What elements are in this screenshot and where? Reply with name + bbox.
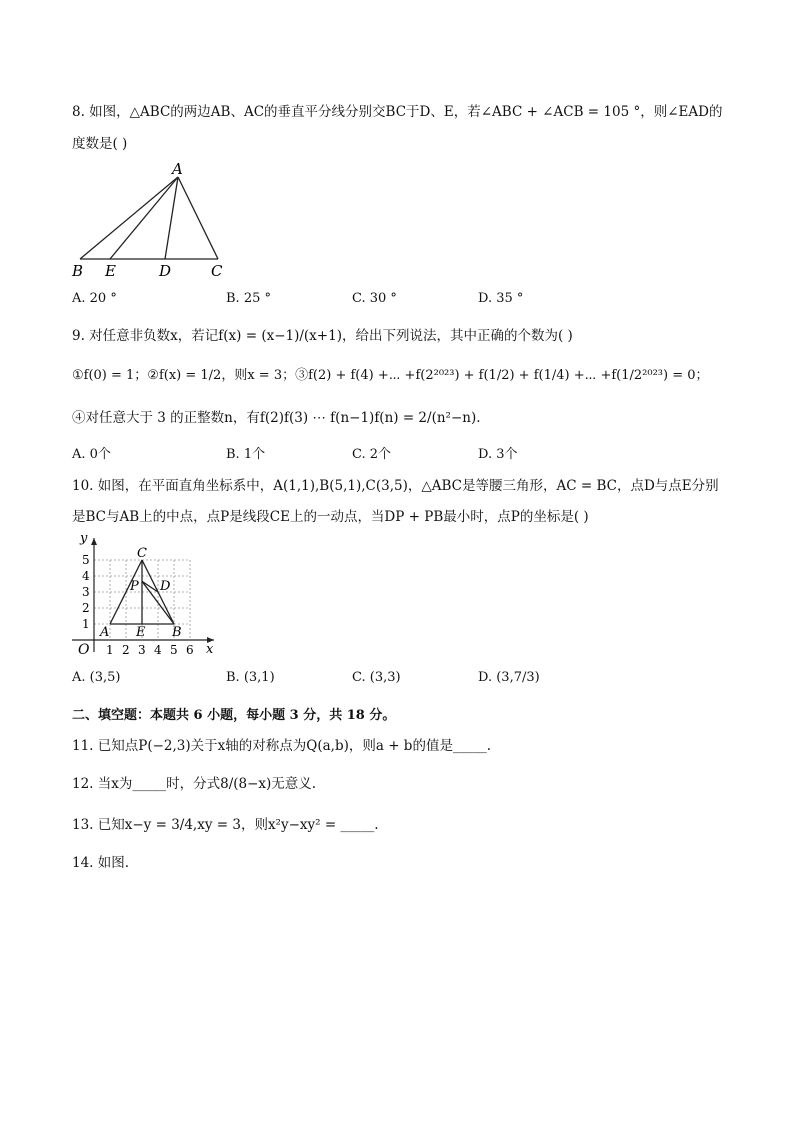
- q8-line1: 8. 如图，△ABC的两边AB、AC的垂直平分线分别交BC于D、E，若∠ABC + ∠ACB = 105 °，则∠EAD的: [72, 104, 723, 120]
- q8-line2: 度数是( ): [72, 136, 128, 152]
- q8-option-a: A. 20 °: [72, 291, 117, 306]
- q10-x-tick: 6: [186, 643, 194, 657]
- q9-option-a: A. 0个: [72, 447, 111, 462]
- q10-point-E: E: [136, 625, 146, 640]
- q10-y-tick: 4: [82, 569, 90, 583]
- q8-option-b: B. 25 °: [226, 291, 271, 306]
- q10-x-tick: 4: [154, 643, 162, 657]
- section-2-heading: 二、填空题：本题共 6 小题，每小题 3 分，共 18 分。: [72, 708, 396, 723]
- q8-label-E: E: [105, 262, 116, 280]
- q9-option-b: B. 1个: [226, 447, 266, 462]
- q9-line1: 9. 对任意非负数x，若记f(x) = (x−1)/(x+1)，给出下列说法，其中正确的个数为( ): [72, 328, 573, 344]
- q10-line2: 是BC与AB上的中点，点P是线段CE上的一动点，当DP + PB最小时，点P的坐标是( ): [72, 509, 589, 525]
- q10-origin-label: O: [78, 642, 90, 658]
- q8-option-c: C. 30 °: [352, 291, 397, 306]
- q10-point-D: D: [160, 579, 171, 594]
- q10-x-tick: 2: [122, 643, 130, 657]
- q10-line1: 10. 如图，在平面直角坐标系中，A(1,1),B(5,1),C(3,5)，△ABC是等腰三角形，AC = BC，点D与点E分别: [72, 478, 719, 494]
- q10-point-B: B: [172, 625, 182, 640]
- q8-label-D: D: [159, 262, 172, 280]
- q10-option-d: D. (3,7/3): [478, 670, 540, 685]
- q10-point-P: P: [130, 579, 139, 594]
- q10-y-tick: 2: [82, 601, 90, 615]
- q10-x-tick: 1: [106, 643, 114, 657]
- q9-option-d: D. 3个: [478, 447, 518, 462]
- q10-coordinate-figure: [66, 528, 226, 658]
- q10-option-b: B. (3,1): [226, 670, 275, 685]
- q8-label-B: B: [72, 262, 84, 280]
- q12-text: 12. 当x为_____时，分式8/(8−x)无意义.: [72, 776, 317, 792]
- q10-x-tick: 3: [138, 643, 146, 657]
- q10-y-tick: 3: [82, 585, 90, 599]
- q9-line3: ④对任意大于 3 的正整数n，有f(2)f(3) ⋯ f(n−1)f(n) = 2/(n²−n).: [72, 410, 481, 426]
- q10-axis-x-label: x: [206, 642, 214, 657]
- q8-label-C: C: [211, 262, 223, 280]
- q10-point-C: C: [137, 546, 147, 561]
- q10-option-c: C. (3,3): [352, 670, 401, 685]
- q8-triangle-figure: [68, 160, 238, 280]
- q10-point-A: A: [100, 625, 110, 640]
- q10-option-a: A. (3,5): [72, 670, 121, 685]
- q8-label-A: A: [172, 160, 183, 178]
- q9-line2: ①f(0) = 1；②f(x) = 1/2，则x = 3；③f(2) + f(4) +⋯ +f(2²⁰²³) + f(1/2) + f(1/4) +⋯ +f(1/2²⁰²³) = 0；: [72, 368, 709, 383]
- q10-axis-y-label: y: [80, 531, 88, 546]
- q13-text: 13. 已知x−y = 3/4,xy = 3，则x²y−xy² = _____.: [72, 817, 379, 833]
- q14-text: 14. 如图.: [72, 855, 130, 871]
- q8-option-d: D. 35 °: [478, 291, 524, 306]
- q10-y-tick: 5: [82, 553, 90, 567]
- q10-x-tick: 5: [170, 643, 178, 657]
- q11-text: 11. 已知点P(−2,3)关于x轴的对称点为Q(a,b)，则a + b的值是_____.: [72, 738, 491, 754]
- q10-y-tick: 1: [82, 617, 90, 631]
- q9-option-c: C. 2个: [352, 447, 392, 462]
